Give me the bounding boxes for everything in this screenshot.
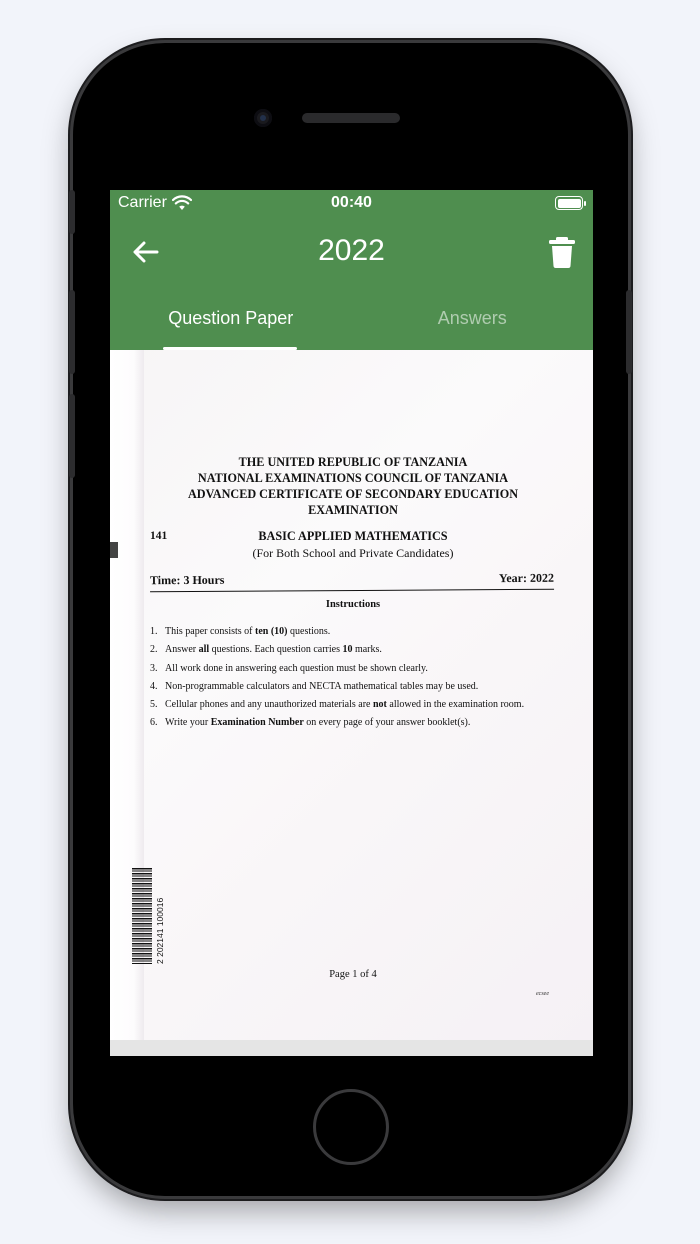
scan-artifact bbox=[110, 542, 118, 558]
barcode-number: 2 202141 100016 bbox=[155, 897, 165, 964]
power-button bbox=[626, 290, 632, 374]
item-text: marks. bbox=[352, 644, 382, 656]
status-bar bbox=[110, 190, 593, 218]
item-emphasis: ten (10) bbox=[255, 626, 288, 637]
home-button[interactable] bbox=[313, 1089, 389, 1165]
nav-bar bbox=[110, 218, 593, 286]
mute-switch bbox=[69, 190, 75, 234]
tab-bar bbox=[110, 296, 593, 350]
item-emphasis: all bbox=[198, 644, 210, 656]
item-number: 2. bbox=[150, 644, 158, 656]
item-number: 4. bbox=[150, 680, 158, 692]
carrier-label: Carrier bbox=[118, 194, 167, 211]
battery-icon bbox=[555, 196, 583, 210]
footer-code: ecsee bbox=[536, 991, 549, 997]
barcode-bars bbox=[132, 868, 152, 964]
item-text: Write your bbox=[165, 717, 211, 729]
app-header bbox=[110, 190, 593, 350]
earpiece-speaker bbox=[302, 113, 400, 123]
exam-time: Time: 3 Hours bbox=[149, 572, 225, 588]
item-text: All work done in answering each question must be shown clearly. bbox=[165, 662, 428, 674]
exam-header bbox=[170, 454, 536, 518]
list-item bbox=[150, 660, 570, 678]
trash-icon[interactable] bbox=[547, 235, 577, 269]
tab-answers[interactable] bbox=[352, 296, 594, 350]
barcode bbox=[132, 868, 170, 964]
time-year-row bbox=[150, 571, 554, 592]
front-camera bbox=[254, 109, 272, 127]
item-emphasis: 10 bbox=[342, 644, 353, 656]
item-text: questions. bbox=[287, 626, 331, 637]
list-item bbox=[150, 678, 570, 696]
header-line: EXAMINATION bbox=[308, 503, 398, 517]
subject-note: (For Both School and Private Candidates) bbox=[252, 546, 454, 560]
page-number: Page 1 of 4 bbox=[329, 969, 377, 980]
volume-down-button bbox=[69, 394, 75, 478]
item-number: 1. bbox=[150, 626, 158, 637]
tab-question-paper[interactable] bbox=[110, 296, 352, 350]
item-emphasis: not bbox=[372, 699, 387, 711]
page-title: 2022 bbox=[318, 234, 385, 267]
instructions-title: Instructions bbox=[325, 599, 381, 610]
exam-year: Year: 2022 bbox=[498, 570, 555, 586]
header-line: NATIONAL EXAMINATIONS COUNCIL OF TANZANIA bbox=[197, 471, 509, 485]
status-time: 00:40 bbox=[331, 194, 372, 211]
instructions-list bbox=[150, 623, 570, 733]
tab-answers-label: Answers bbox=[437, 308, 507, 328]
list-item bbox=[150, 714, 570, 732]
item-number: 3. bbox=[150, 662, 158, 674]
subject-title: BASIC APPLIED MATHEMATICS bbox=[258, 529, 448, 543]
list-item bbox=[150, 641, 570, 659]
header-line: ADVANCED CERTIFICATE OF SECONDARY EDUCATION bbox=[187, 487, 519, 501]
item-emphasis: Examination Number bbox=[210, 717, 304, 729]
document-viewer[interactable] bbox=[110, 350, 593, 1056]
item-text: Cellular phones and any unauthorized materials are bbox=[165, 699, 373, 711]
item-text: on every page of your answer booklet(s). bbox=[303, 717, 471, 729]
item-text: Non-programmable calculators and NECTA mathematical tables may be used. bbox=[165, 680, 479, 692]
list-item bbox=[150, 623, 570, 641]
tab-question-paper-label: Question Paper bbox=[168, 308, 294, 328]
list-item bbox=[150, 696, 570, 714]
item-text: This paper consists of bbox=[165, 626, 255, 637]
item-text: Answer bbox=[165, 644, 199, 656]
item-text: allowed in the examination room. bbox=[386, 699, 525, 711]
subject-code: 141 bbox=[150, 530, 168, 542]
item-number: 5. bbox=[150, 699, 158, 711]
volume-up-button bbox=[69, 290, 75, 374]
item-text: questions. Each question carries bbox=[209, 644, 343, 656]
app-screen bbox=[110, 190, 593, 1056]
document-page bbox=[110, 350, 593, 1040]
item-number: 6. bbox=[150, 717, 158, 729]
header-line: THE UNITED REPUBLIC OF TANZANIA bbox=[238, 455, 468, 469]
